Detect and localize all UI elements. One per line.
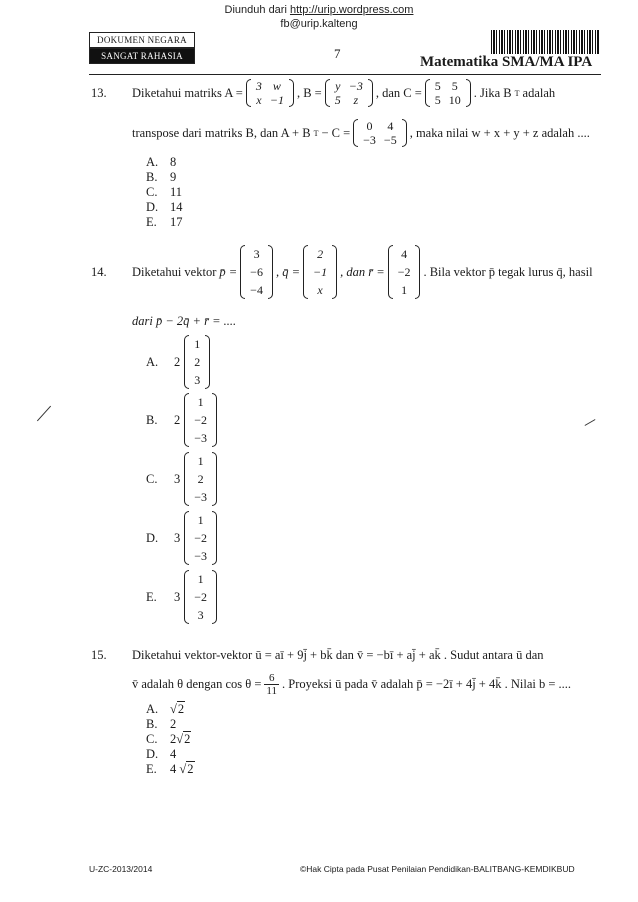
header-rule xyxy=(89,74,601,75)
q14-option-vector: 1 2 −3 xyxy=(184,452,217,506)
subject-title: Matematika SMA/MA IPA xyxy=(420,54,593,70)
q13-option[interactable]: C. 11 xyxy=(146,185,183,199)
q14-intro: Diketahui vektor xyxy=(132,264,217,279)
matrix-result: 0 4 −3 −5 xyxy=(353,119,407,147)
q15-line2-a: v̄ adalah θ dengan cos θ = xyxy=(132,677,262,691)
q15-option[interactable]: B. 2 xyxy=(146,717,177,731)
q15-line1 xyxy=(91,648,544,663)
q14-tail: . Bila vektor p̄ tegak lurus q̄, hasil xyxy=(423,264,593,279)
q15-number: 15. xyxy=(91,648,107,662)
q13-tail-sup: T xyxy=(514,88,520,98)
q15-line1-text: Diketahui vektor-vektor ū = aī + 9j̄ + bk̄ dan v̄ = −bī + aj̄ + ak̄ . Sudut antara ū dan xyxy=(132,648,544,662)
q15-option[interactable]: E. 4 √2 xyxy=(146,762,194,776)
q13-number: 13. xyxy=(91,85,107,100)
q14-option-vector: 1 −2 −3 xyxy=(184,511,217,565)
document-label-box: DOKUMEN NEGARA xyxy=(89,32,195,48)
matrix-a: 3 w x −1 xyxy=(246,79,294,107)
q15-option[interactable]: D. 4 xyxy=(146,747,177,761)
vector-p: 3 −6 −4 xyxy=(240,245,273,299)
q14-option[interactable]: D. 3 1 −2 −3 xyxy=(146,511,217,565)
q13-tail2: adalah xyxy=(522,85,556,100)
footer-code: U-ZC-2013/2014 xyxy=(89,864,153,874)
q13-option[interactable]: A. 8 xyxy=(146,155,177,169)
q14-option[interactable]: C. 3 1 2 −3 xyxy=(146,452,217,506)
q13-line2-a: transpose dari matriks B, dan A + B xyxy=(132,125,311,140)
q15-line2 xyxy=(132,672,571,697)
q13-c-label: , dan C = xyxy=(375,85,422,100)
pen-mark xyxy=(585,419,596,426)
barcode xyxy=(491,30,600,54)
q14-r-label: , dan r̄ = xyxy=(340,264,385,279)
q13-b-label: , B = xyxy=(296,85,322,100)
secret-label-box: SANGAT RAHASIA xyxy=(89,48,195,64)
q15-options xyxy=(146,702,195,777)
q15-option[interactable]: A. √2 xyxy=(146,702,185,716)
source-link[interactable]: http://urip.wordpress.com xyxy=(289,4,414,16)
q14-p-label: p̄ = xyxy=(219,264,238,279)
q13-option[interactable]: E. 17 xyxy=(146,215,183,229)
matrix-b: y −3 5 z xyxy=(325,79,373,107)
pen-mark xyxy=(37,406,51,422)
q14-option-vector: 1 −2 −3 xyxy=(184,393,217,447)
vector-q: 2 −1 x xyxy=(303,245,337,299)
q15-option[interactable]: C. 2√2 xyxy=(146,732,191,746)
q14-option[interactable]: A. 2 1 2 3 xyxy=(146,335,210,389)
q13-line1 xyxy=(91,79,555,107)
q14-number: 14. xyxy=(91,264,107,279)
q13-line2-b: − C = xyxy=(321,125,351,140)
vector-r: 4 −2 1 xyxy=(388,245,421,299)
q14-option[interactable]: B. 2 1 −2 −3 xyxy=(146,393,217,447)
q14-line1 xyxy=(91,245,593,299)
q14-options xyxy=(146,335,346,635)
q14-line2: dari p̄ − 2q̄ + r̄ = .... xyxy=(132,314,237,328)
q13-option[interactable]: D. 14 xyxy=(146,200,183,214)
download-prefix: Diunduh dari xyxy=(224,4,290,16)
download-source xyxy=(0,4,638,16)
q14-option-vector: 1 −2 3 xyxy=(184,570,217,624)
q14-q-label: , q̄ = xyxy=(275,264,301,279)
q13-option[interactable]: B. 9 xyxy=(146,170,177,184)
q13-line2 xyxy=(132,119,590,147)
footer-copyright: ©Hak Cipta pada Pusat Penilaian Pendidikan-BALITBANG-KEMDIKBUD xyxy=(300,864,575,874)
q14-option[interactable]: E. 3 1 −2 3 xyxy=(146,570,217,624)
q14-option-vector: 1 2 3 xyxy=(184,335,210,389)
q13-line2-c: , maka nilai w + x + y + z adalah .... xyxy=(409,125,590,140)
cos-fraction: $\frac{6}{11}$ xyxy=(266,672,277,697)
matrix-c: 5 5 5 10 xyxy=(425,79,471,107)
q13-line2-sup: T xyxy=(313,128,319,138)
facebook-handle: fb@urip.kalteng xyxy=(280,18,358,30)
q15-line2-b: . Proyeksi ū pada v̄ adalah p̄ = −2ī + 4j̄ + 4k̄ . Nilai b = .... xyxy=(282,677,572,691)
q13-options xyxy=(146,155,183,230)
q13-intro: Diketahui matriks A = xyxy=(132,85,243,100)
q13-tail: . Jika B xyxy=(473,85,512,100)
page-number: 7 xyxy=(334,46,341,61)
